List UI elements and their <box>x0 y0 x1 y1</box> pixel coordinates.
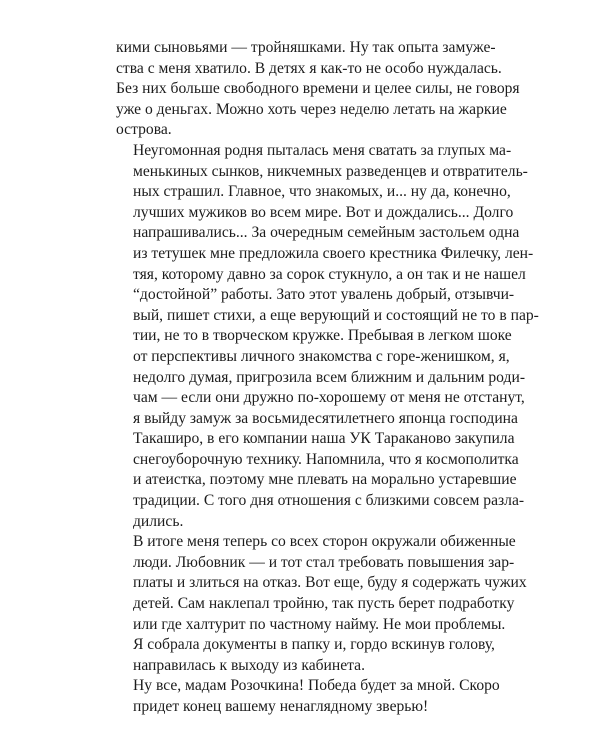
paragraph-4 <box>116 635 495 676</box>
book-page <box>116 38 539 718</box>
text-line: лучших мужиков во всем мире. Вот и дождались... Долго <box>133 203 514 221</box>
text-line: придет конец вашему ненаглядному зверью! <box>133 698 429 715</box>
text-line: и атеистка, поэтому мне плевать на морально устаревшие <box>133 471 517 489</box>
text-line: детей. Сам наклепал тройню, так пусть берет подработку <box>133 595 515 613</box>
text-line: снегоуборочную технику. Напомнила, что я космополитка <box>133 450 519 468</box>
text-line: дились. <box>133 512 184 530</box>
text-line: менькиных сынков, никчемных разведенцев и отвратитель- <box>133 162 528 180</box>
text-line: Такаширо, в его компании наша УК Тараканово закупила <box>133 430 515 448</box>
text-line: Без них больше свободного времени и целее силы, не говоря <box>116 80 520 98</box>
text-line: острова. <box>116 121 172 139</box>
text-line: ных страшил. Главное, что знакомых, и... ну да, конечно, <box>133 183 511 201</box>
text-line: недолго думая, пригрозила всем ближним и дальним роди- <box>133 368 526 386</box>
text-line: традиции. С того дня отношения с близкими совсем разла- <box>133 492 525 510</box>
text-line: вый, пишет стихи, а еще верующий и состоящий не то в пар- <box>133 306 539 324</box>
paragraph-2 <box>116 141 539 532</box>
text-line: тяя, которому давно за сорок стукнуло, а он так и не нашел <box>133 265 526 283</box>
text-line: В итоге меня теперь со всех сторон окружали обиженные <box>133 533 516 551</box>
text-line: от перспективы личного знакомства с горе-женишком, я, <box>133 347 510 365</box>
text-line: чам — если они дружно по-хорошему от меня не отстанут, <box>133 389 525 407</box>
text-line: кими сыновьями — тройняшками. Ну так опыта замуже- <box>116 39 496 56</box>
paragraph-1 <box>116 38 520 141</box>
text-line: я выйду замуж за восьмидесятилетнего японца господина <box>133 409 518 427</box>
text-line: уже о деньгах. Можно хоть через неделю летать на жаркие <box>116 100 507 118</box>
text-line: платы и злиться на отказ. Вот еще, буду я содержать чужих <box>133 574 527 592</box>
text-line: напрашивались... За очередным семейным застольем одна <box>133 224 520 242</box>
text-line: “достойной” работы. Зато этот увалень добрый, отзывчи- <box>133 286 515 304</box>
text-line: тии, не то в творческом кружке. Пребывая в легком шоке <box>133 327 512 345</box>
text-line: Неугомонная родня пыталась меня сватать за глупых ма- <box>133 141 512 159</box>
text-line: люди. Любовник — и тот стал требовать повышения зар- <box>133 553 515 571</box>
text-line: или где халтурит по частному найму. Не мои проблемы. <box>133 615 506 633</box>
paragraph-5 <box>116 676 500 717</box>
text-line: из тетушек мне предложила своего крестника Филечку, лен- <box>133 244 534 262</box>
text-line: Я собрала документы в папку и, гордо вскинув голову, <box>133 636 495 654</box>
text-line: направилась к выходу из кабинета. <box>133 656 365 674</box>
text-line: ства с меня хватило. В детях я как-то не особо нуждалась. <box>116 59 502 77</box>
text-line: Ну все, мадам Розочкина! Победа будет за мной. Скоро <box>133 677 500 695</box>
paragraph-3 <box>116 532 527 635</box>
